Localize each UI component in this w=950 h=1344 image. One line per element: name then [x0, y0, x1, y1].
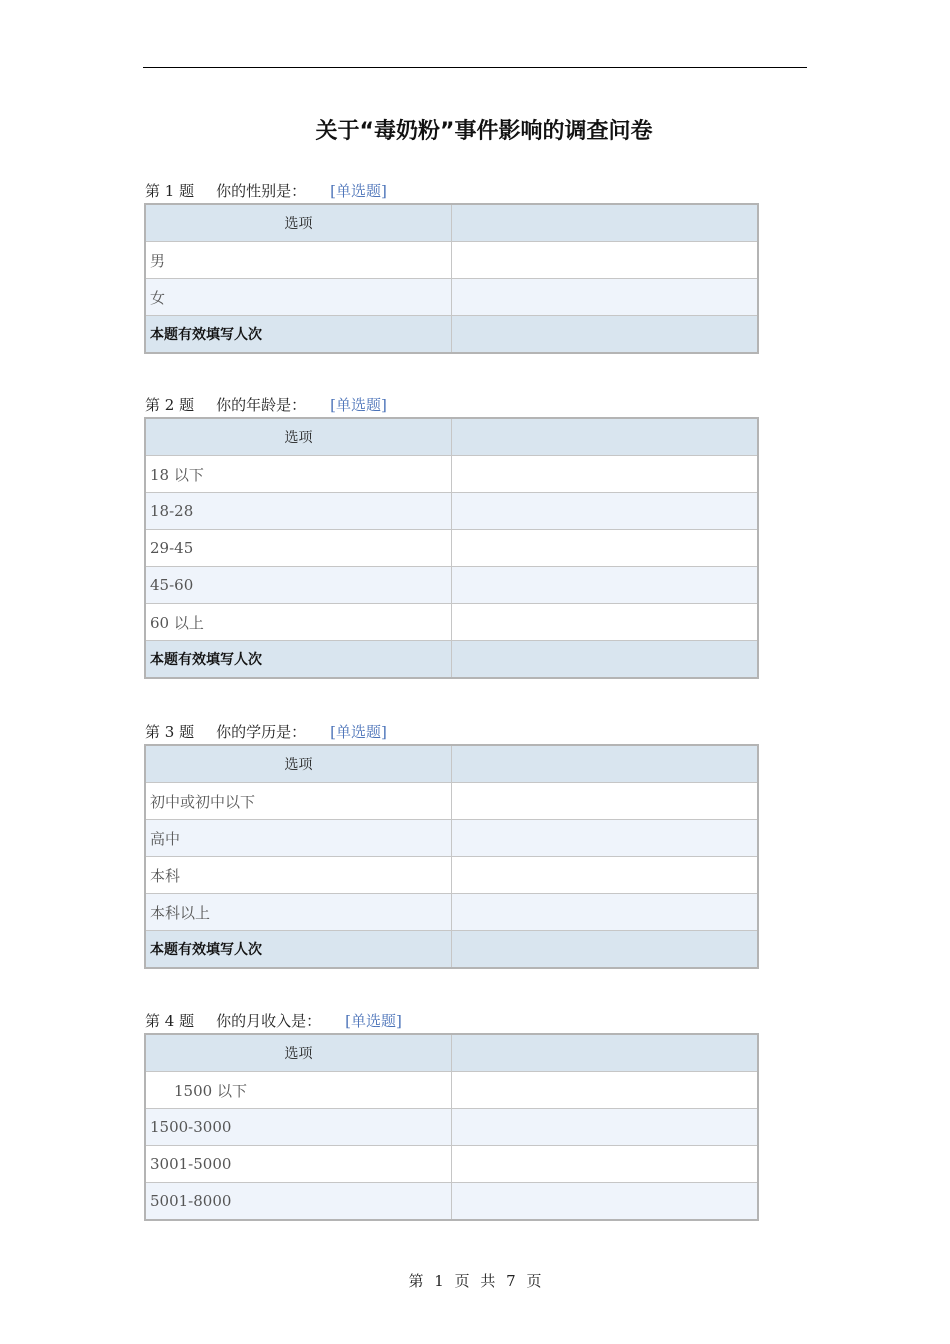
option-label: 本科 [145, 857, 452, 894]
question-number: 第 2 题 [145, 396, 195, 414]
option-label: 1500-3000 [145, 1109, 452, 1146]
question-3-heading [145, 721, 387, 742]
option-value [452, 279, 759, 316]
option-label: 高中 [145, 820, 452, 857]
option-header: 选项 [145, 418, 452, 456]
header-rule [143, 67, 807, 68]
question-2-heading [145, 394, 387, 415]
option-label: 18-28 [145, 493, 452, 530]
option-label: 1500 以下 [145, 1072, 452, 1109]
question-type: [单选题] [330, 182, 387, 200]
option-header: 选项 [145, 745, 452, 783]
question-1-heading [145, 180, 387, 201]
question-2-table [144, 417, 759, 679]
question-4-heading [145, 1010, 402, 1031]
question-4-table [144, 1033, 759, 1221]
option-value [452, 1109, 759, 1146]
option-label: 初中或初中以下 [145, 783, 452, 820]
empty-header [452, 745, 759, 783]
question-3-table [144, 744, 759, 969]
option-label: 60 以上 [145, 604, 452, 641]
option-label: 女 [145, 279, 452, 316]
empty-header [452, 204, 759, 242]
empty-header [452, 1034, 759, 1072]
option-label: 45-60 [145, 567, 452, 604]
total-label: 本题有效填写人次 [145, 316, 452, 354]
option-value [452, 1146, 759, 1183]
option-value [452, 857, 759, 894]
page-footer: 第 1 页 共 7 页 [408, 1272, 542, 1290]
option-value [452, 567, 759, 604]
total-label: 本题有效填写人次 [145, 931, 452, 969]
option-header: 选项 [145, 204, 452, 242]
option-value [452, 783, 759, 820]
option-value [452, 1072, 759, 1109]
option-value [452, 894, 759, 931]
option-header: 选项 [145, 1034, 452, 1072]
option-value [452, 1183, 759, 1221]
total-value [452, 931, 759, 969]
empty-header [452, 418, 759, 456]
total-value [452, 316, 759, 354]
question-text: 你的月收入是： [216, 1012, 322, 1030]
total-label: 本题有效填写人次 [145, 641, 452, 679]
option-label: 5001-8000 [145, 1183, 452, 1221]
option-value [452, 820, 759, 857]
question-text: 你的性别是： [216, 182, 307, 200]
option-label: 男 [145, 242, 452, 279]
question-number: 第 4 题 [145, 1012, 195, 1030]
question-number: 第 3 题 [145, 723, 195, 741]
question-type: [单选题] [330, 723, 387, 741]
option-value [452, 530, 759, 567]
question-type: [单选题] [345, 1012, 402, 1030]
question-text: 你的年龄是： [216, 396, 307, 414]
question-text: 你的学历是： [216, 723, 307, 741]
option-label: 29-45 [145, 530, 452, 567]
total-value [452, 641, 759, 679]
option-value [452, 242, 759, 279]
option-value [452, 493, 759, 530]
option-label: 本科以上 [145, 894, 452, 931]
survey-title: 关于“毒奶粉”事件影响的调查问卷 [315, 119, 653, 144]
question-type: [单选题] [330, 396, 387, 414]
question-number: 第 1 题 [145, 182, 195, 200]
option-value [452, 604, 759, 641]
option-value [452, 456, 759, 493]
option-label: 3001-5000 [145, 1146, 452, 1183]
option-label: 18 以下 [145, 456, 452, 493]
question-1-table [144, 203, 759, 354]
